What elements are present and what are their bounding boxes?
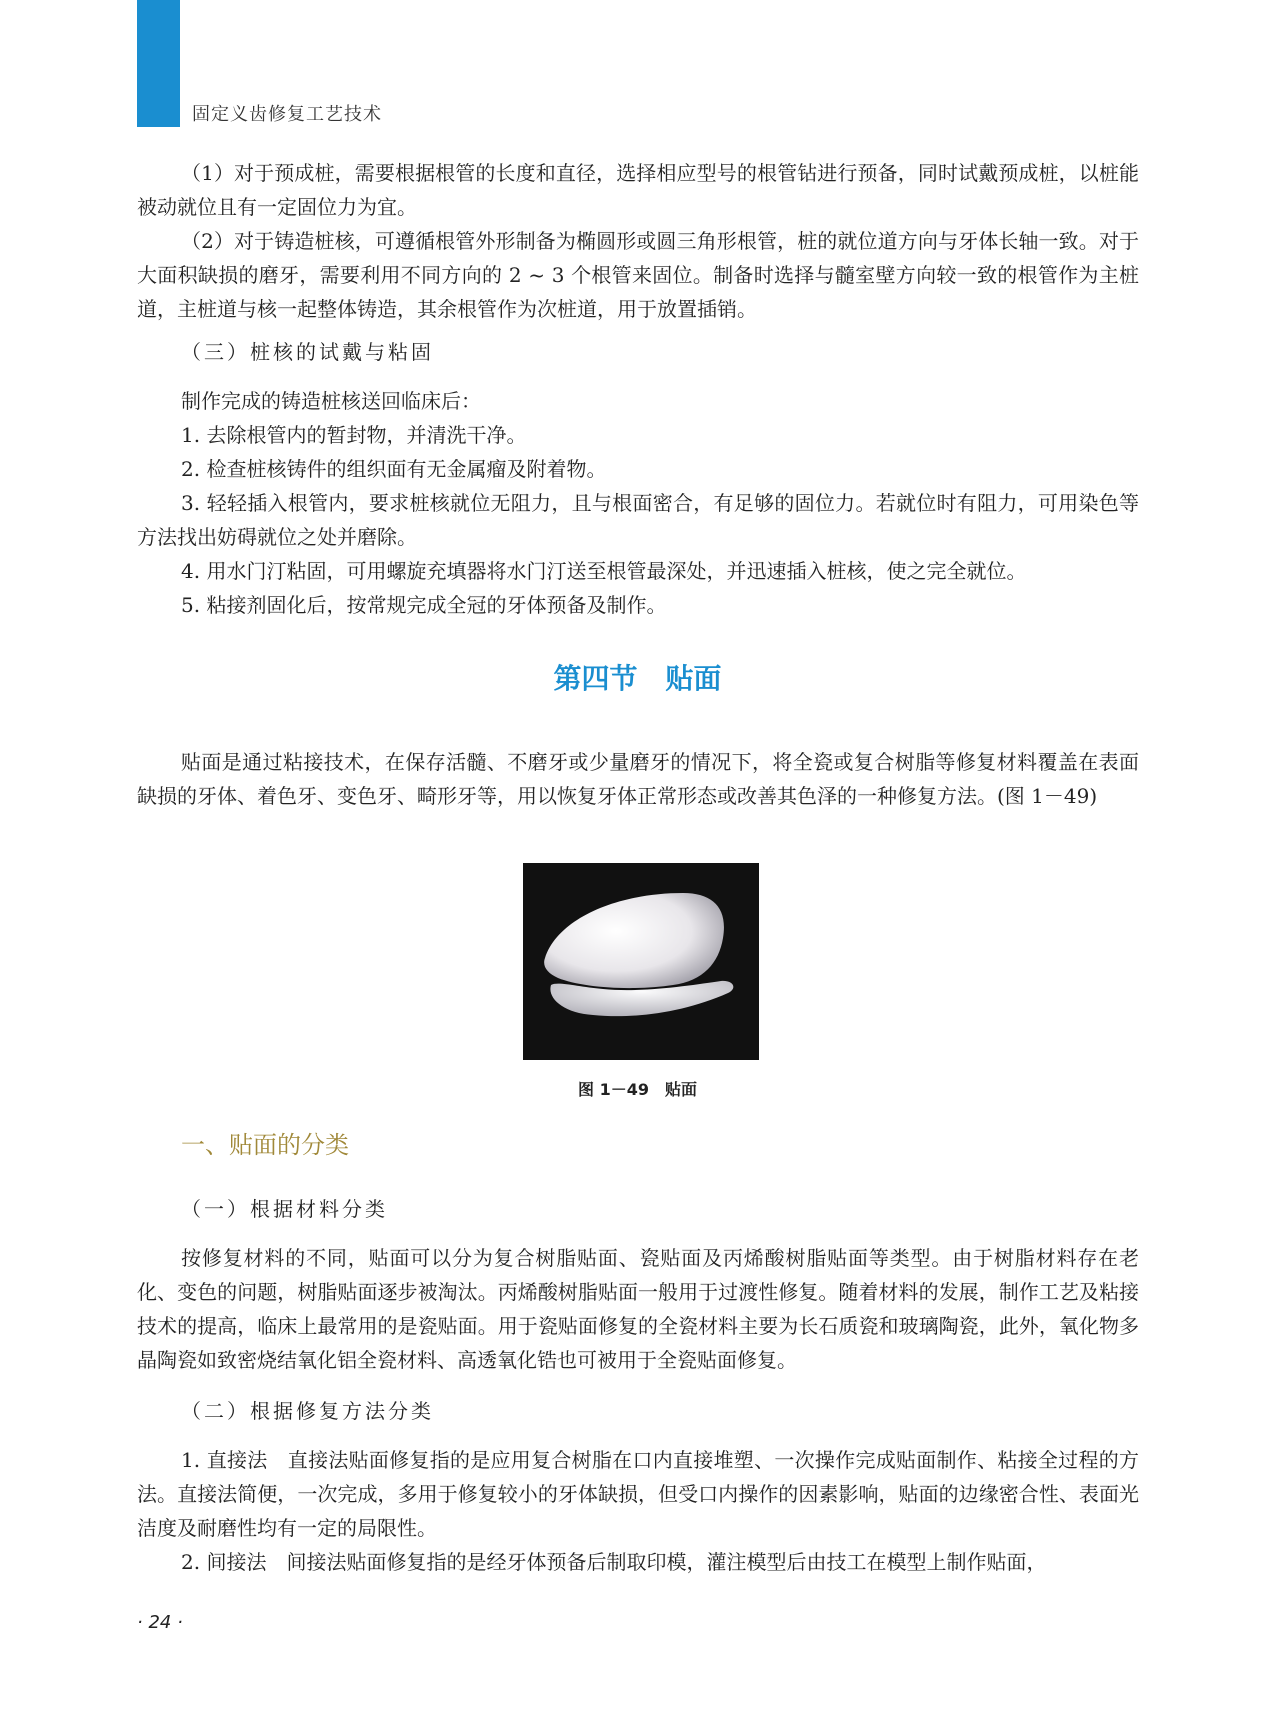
veneer-illustration — [523, 863, 759, 1060]
step-4: 4. 用水门汀粘固，可用螺旋充填器将水门汀送至根管最深处，并迅速插入桩核，使之完全就位。 — [181, 559, 1027, 583]
subheading-by-material: （一）根据材料分类 — [181, 1197, 388, 1221]
step-1: 1. 去除根管内的暂封物，并清洗干净。 — [181, 423, 527, 447]
paragraph-prefab-post: （1）对于预成桩，需要根据根管的长度和直径，选择相应型号的根管钻进行预备，同时试戴预成桩，以桩能被动就位且有一定固位力为宜。 — [137, 161, 1139, 219]
step-2: 2. 检查桩核铸件的组织面有无金属瘤及附着物。 — [181, 457, 607, 481]
veneer-figure-image — [523, 863, 759, 1060]
intro-paragraph: 贴面是通过粘接技术，在保存活髓、不磨牙或少量磨牙的情况下，将全瓷或复合树脂等修复材料覆盖在表面缺损的牙体、着色牙、变色牙、畸形牙等，用以恢复牙体正常形态或改善其色泽的一种修复方法。(图 1－49) — [137, 750, 1139, 808]
step-5: 5. 粘接剂固化后，按常规完成全冠的牙体预备及制作。 — [181, 593, 667, 617]
paragraph-indirect-method: 2. 间接法 间接法贴面修复指的是经牙体预备后制取印模，灌注模型后由技工在模型上制作贴面， — [181, 1550, 1047, 1574]
header-accent-bar — [137, 0, 180, 127]
page-number: · 24 · — [137, 1612, 183, 1633]
paragraph-material-classification: 按修复材料的不同，贴面可以分为复合树脂贴面、瓷贴面及丙烯酸树脂贴面等类型。由于树脂材料存在老化、变色的问题，树脂贴面逐步被淘汰。丙烯酸树脂贴面一般用于过渡性修复。随着材料的发展，制作工艺及粘接技术的提高，临床上最常用的是瓷贴面。用于瓷贴面修复的全瓷材料主要为长石质瓷和玻璃陶瓷，此外，氧化物多晶陶瓷如致密烧结氧化铝全瓷材料、高透氧化锆也可被用于全瓷贴面修复。 — [137, 1246, 1139, 1372]
heading-veneer-classification: 一、贴面的分类 — [181, 1131, 349, 1159]
section-title: 第四节 贴面 — [553, 662, 722, 695]
running-header: 固定义齿修复工艺技术 — [192, 104, 382, 125]
figure-caption: 图 1－49 贴面 — [578, 1080, 697, 1099]
steps-intro: 制作完成的铸造桩核送回临床后： — [181, 389, 481, 413]
paragraph-cast-post: （2）对于铸造桩核，可遵循根管外形制备为椭圆形或圆三角形根管，桩的就位道方向与牙体长轴一致。对于大面积缺损的磨牙，需要利用不同方向的 2 ~ 3 个根管来固位。制备时选择与髓室壁方向较一致的根管作为主桩道，主桩道与核一起整体铸造，其余根管作为次桩道，用于放置插销。 — [137, 229, 1139, 321]
subheading-by-method: （二）根据修复方法分类 — [181, 1399, 434, 1423]
subheading-try-in-cementation: （三）桩核的试戴与粘固 — [181, 340, 434, 364]
paragraph-direct-method: 1. 直接法 直接法贴面修复指的是应用复合树脂在口内直接堆塑、一次操作完成贴面制作、粘接全过程的方法。直接法简便，一次完成，多用于修复较小的牙体缺损，但受口内操作的因素影响，贴面的边缘密合性、表面光洁度及耐磨性均有一定的局限性。 — [137, 1448, 1139, 1540]
step-3: 3. 轻轻插入根管内，要求桩核就位无阻力，且与根面密合，有足够的固位力。若就位时有阻力，可用染色等方法找出妨碍就位之处并磨除。 — [137, 491, 1139, 549]
